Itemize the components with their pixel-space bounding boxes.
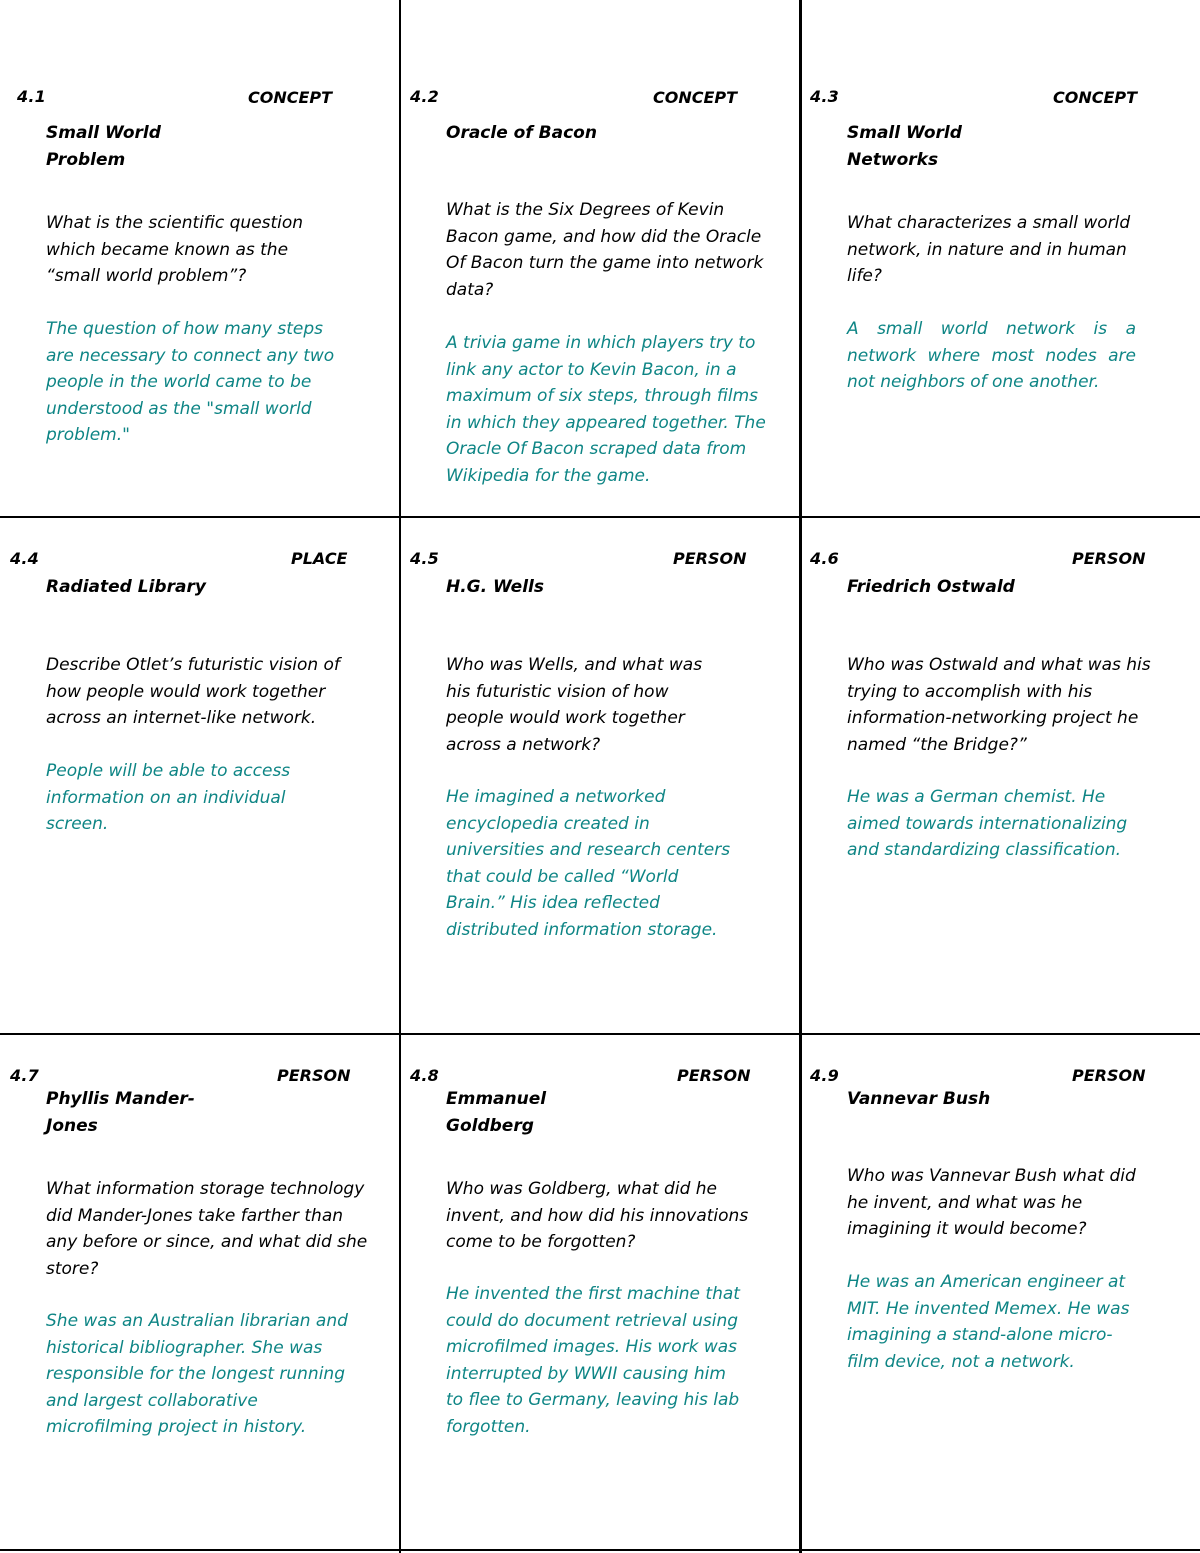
card-title: Emmanuel Goldberg (446, 1089, 547, 1136)
card-number: 4.2 (410, 87, 439, 106)
card-question: What is the scientific question which became known as the “small world problem”? (46, 213, 304, 286)
card-title: Oracle of Bacon (446, 123, 597, 143)
card-question: Who was Vannevar Bush what did he invent, and what was he imagining it would become? (847, 1166, 1136, 1239)
card-answer: He invented the first machine that could do document retrieval using microfilmed images. His work was interrupted by WWII causing him to flee to Germany, leaving his lab forgotten. (446, 1284, 740, 1437)
card-answer: He was an American engineer at MIT. He invented Memex. He was imagining a stand-alone micro- film device, not a network. (847, 1272, 1130, 1372)
card-category: PERSON (677, 1066, 751, 1085)
card-category: CONCEPT (653, 88, 738, 107)
card-answer: People will be able to access information on an individual screen. (46, 761, 291, 834)
card-question: Who was Goldberg, what did he invent, and how did his innovations come to be forgotten? (446, 1179, 749, 1252)
card-title: H.G. Wells (446, 577, 544, 597)
grid-line-horizontal (0, 1549, 1200, 1551)
card-answer: He imagined a networked encyclopedia created in universities and research centers that could be called “World Brain.” His idea reflected distributed information storage. (446, 787, 731, 940)
card-title: Small World Problem (46, 123, 161, 170)
card-category: PERSON (1072, 549, 1146, 568)
flashcard-4-9 (802, 1035, 1200, 1549)
card-question: Who was Ostwald and what was his trying to accomplish with his information-networking project he named “the Bridge?” (847, 655, 1151, 755)
card-number: 4.6 (810, 549, 839, 568)
card-question: What information storage technology did Mander-Jones take farther than any before or since, and what did she store? (46, 1179, 368, 1279)
card-answer: He was a German chemist. He aimed towards internationalizing and standardizing classification. (847, 787, 1128, 860)
card-category: PERSON (1072, 1066, 1146, 1085)
flashcard-4-2 (401, 0, 799, 516)
card-question: Who was Wells, and what was his futuristic vision of how people would work together across a network? (446, 655, 703, 755)
card-title: Small World Networks (847, 123, 962, 170)
card-answer: The question of how many steps are necessary to connect any two people in the world came to be understood as the "small world problem." (46, 319, 335, 445)
card-answer: A trivia game in which players try to link any actor to Kevin Bacon, in a maximum of six steps, through films in which they appeared together. The Oracle Of Bacon scraped data from Wikipedia for the game. (446, 333, 766, 486)
card-question: What characterizes a small world network, in nature and in human life? (847, 213, 1131, 286)
card-category: PERSON (277, 1066, 351, 1085)
card-number: 4.1 (17, 87, 46, 106)
flashcard-4-5 (401, 518, 799, 1033)
card-answer: A small world network is a network where most nodes are not neighbors of one another. (847, 319, 1136, 392)
flashcard-4-1 (0, 0, 399, 516)
flashcard-4-7 (0, 1035, 399, 1549)
card-number: 4.3 (810, 87, 839, 106)
card-category: CONCEPT (248, 88, 333, 107)
card-question: Describe Otlet’s futuristic vision of how people would work together across an internet-like network. (46, 655, 340, 728)
flashcard-4-4 (0, 518, 399, 1033)
card-title: Vannevar Bush (847, 1089, 991, 1109)
card-category: PERSON (673, 549, 747, 568)
card-answer: She was an Australian librarian and historical bibliographer. She was responsible for the longest running and largest collaborative microfilming project in history. (46, 1311, 348, 1437)
card-question: What is the Six Degrees of Kevin Bacon game, and how did the Oracle Of Bacon turn the game into network data? (446, 200, 764, 300)
card-number: 4.7 (10, 1066, 39, 1085)
card-title: Radiated Library (46, 577, 206, 597)
card-number: 4.8 (410, 1066, 439, 1085)
card-number: 4.5 (410, 549, 439, 568)
card-title: Phyllis Mander- Jones (46, 1089, 195, 1136)
flashcard-4-8 (401, 1035, 799, 1549)
flashcard-4-3 (802, 0, 1200, 516)
card-category: PLACE (291, 549, 348, 568)
flashcard-4-6 (802, 518, 1200, 1033)
card-number: 4.4 (10, 549, 39, 568)
card-category: CONCEPT (1053, 88, 1138, 107)
card-number: 4.9 (810, 1066, 839, 1085)
card-title: Friedrich Ostwald (847, 577, 1015, 597)
